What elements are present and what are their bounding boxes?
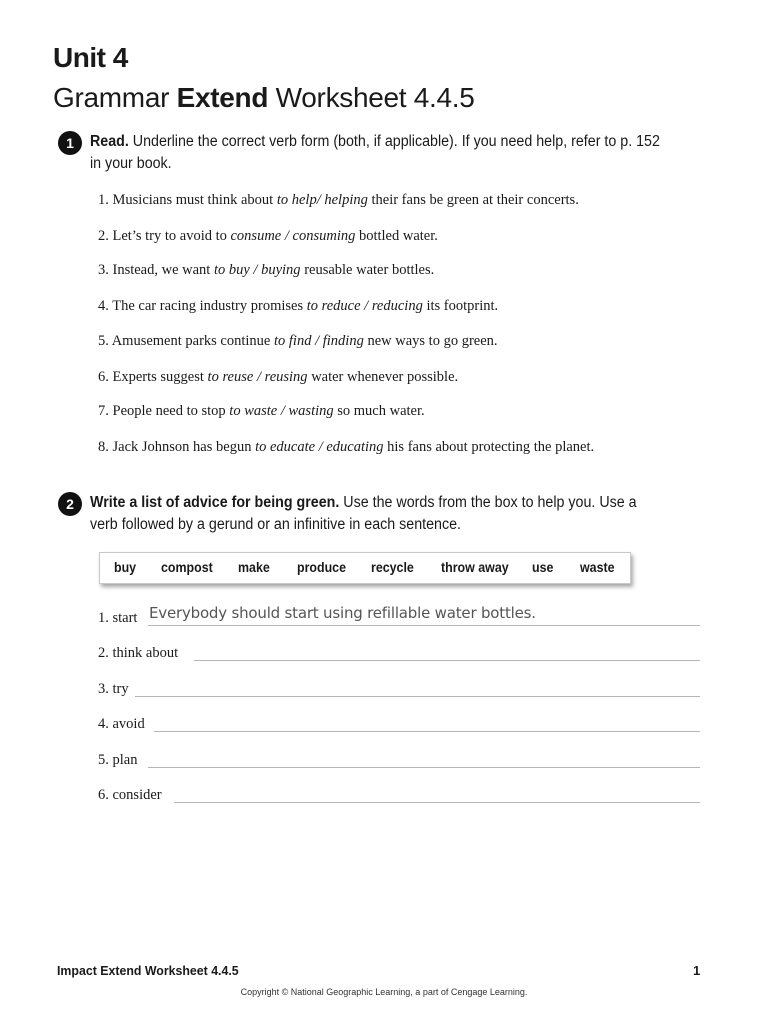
word-box-item: produce bbox=[297, 560, 347, 575]
item-number: 8. bbox=[98, 439, 109, 455]
word-box bbox=[99, 552, 631, 584]
item-text-after: so much water. bbox=[333, 403, 425, 419]
item-number: 5. bbox=[98, 333, 109, 349]
section-2-number-badge: 2 bbox=[58, 492, 82, 516]
writing-line-label: 5. plan bbox=[98, 752, 138, 768]
item-number: 7. bbox=[98, 403, 109, 419]
word-box-item: use bbox=[532, 560, 554, 575]
footer-worksheet-label: Impact Extend Worksheet 4.4.5 bbox=[57, 963, 239, 978]
verb-options[interactable]: to buy / buying bbox=[213, 262, 301, 278]
word-box-item: buy bbox=[114, 560, 137, 575]
verb-options[interactable]: to waste / wasting bbox=[229, 403, 334, 419]
writing-line bbox=[98, 677, 700, 701]
item-text-after: its footprint. bbox=[422, 298, 499, 314]
writing-line bbox=[98, 641, 700, 665]
section-2-lead: Write a list of advice for being green. bbox=[90, 494, 340, 511]
item-text-after: his fans about protecting the planet. bbox=[383, 439, 595, 455]
item-text-before: Let’s try to avoid to bbox=[112, 228, 231, 244]
answer-rule bbox=[154, 731, 700, 732]
word-box-item: recycle bbox=[371, 560, 414, 575]
section-2-instructions bbox=[90, 492, 660, 536]
exercise-item bbox=[98, 262, 434, 279]
item-text-before: Musicians must think about bbox=[112, 192, 277, 208]
item-text-after: new ways to go green. bbox=[363, 333, 498, 349]
item-text-after: their fans be green at their concerts. bbox=[367, 192, 579, 208]
answer-rule bbox=[148, 625, 700, 626]
page-number: 1 bbox=[693, 963, 701, 978]
exercise-item bbox=[98, 192, 579, 209]
answer-rule bbox=[174, 802, 700, 803]
exercise-item bbox=[98, 228, 438, 245]
writing-line bbox=[98, 712, 700, 736]
verb-options[interactable]: consume / consuming bbox=[230, 228, 356, 244]
section-2-instruction-text: Use the words from the box to help you. Use a verb followed by a gerund or an infinitive in each sentence. bbox=[90, 494, 637, 533]
writing-line-label: 2. think about bbox=[98, 645, 179, 661]
exercise-item bbox=[98, 403, 425, 420]
item-text-before: The car racing industry promises bbox=[112, 298, 307, 314]
section-1-instruction-text: Underline the correct verb form (both, if applicable). If you need help, refer to p. 152 in your book. bbox=[90, 133, 660, 172]
answer-rule bbox=[135, 696, 700, 697]
item-text-before: Instead, we want bbox=[112, 262, 214, 278]
answer-rule bbox=[194, 660, 700, 661]
word-box-item: make bbox=[238, 560, 270, 575]
verb-options[interactable]: to help/ helping bbox=[276, 192, 368, 208]
writing-line bbox=[98, 748, 700, 772]
answer-rule bbox=[148, 767, 700, 768]
writing-line bbox=[98, 606, 700, 630]
word-box-item: compost bbox=[161, 560, 213, 575]
item-number: 4. bbox=[98, 298, 109, 314]
verb-options[interactable]: to educate / educating bbox=[255, 439, 384, 455]
exercise-item bbox=[98, 333, 498, 350]
word-box-item: waste bbox=[580, 560, 615, 575]
exercise-item bbox=[98, 369, 458, 386]
word-box-item: throw away bbox=[441, 560, 509, 575]
unit-heading: Unit 4 bbox=[53, 42, 128, 73]
item-text-before: People need to stop bbox=[112, 403, 230, 419]
exercise-item bbox=[98, 298, 498, 315]
writing-line-label: 6. consider bbox=[98, 787, 162, 803]
handwritten-answer[interactable]: Everybody should start using refillable water bottles. bbox=[149, 604, 536, 622]
worksheet-title bbox=[53, 82, 475, 114]
writing-line-label: 1. start bbox=[98, 610, 138, 626]
item-text-after: water whenever possible. bbox=[307, 369, 459, 385]
verb-options[interactable]: to find / finding bbox=[274, 333, 364, 349]
item-text-after: bottled water. bbox=[355, 228, 438, 244]
exercise-item bbox=[98, 439, 594, 456]
item-number: 6. bbox=[98, 369, 109, 385]
section-1-number-badge: 1 bbox=[58, 131, 82, 155]
item-number: 2. bbox=[98, 228, 109, 244]
writing-line-label: 4. avoid bbox=[98, 716, 145, 732]
writing-line bbox=[98, 783, 700, 807]
section-1-instructions bbox=[90, 131, 660, 175]
item-number: 1. bbox=[98, 192, 109, 208]
item-number: 3. bbox=[98, 262, 109, 278]
verb-options[interactable]: to reuse / reusing bbox=[207, 369, 308, 385]
section-1-lead: Read. bbox=[90, 133, 129, 150]
item-text-before: Jack Johnson has begun bbox=[112, 439, 256, 455]
writing-line-label: 3. try bbox=[98, 681, 129, 697]
title-suffix: Worksheet 4.4.5 bbox=[268, 82, 475, 113]
title-bold: Extend bbox=[176, 82, 269, 113]
item-text-before: Experts suggest bbox=[112, 369, 208, 385]
item-text-before: Amusement parks continue bbox=[111, 333, 274, 349]
copyright-notice: Copyright © National Geographic Learning, a part of Cengage Learning. bbox=[240, 987, 528, 997]
title-prefix: Grammar bbox=[53, 82, 177, 113]
item-text-after: reusable water bottles. bbox=[300, 262, 435, 278]
verb-options[interactable]: to reduce / reducing bbox=[306, 298, 423, 314]
